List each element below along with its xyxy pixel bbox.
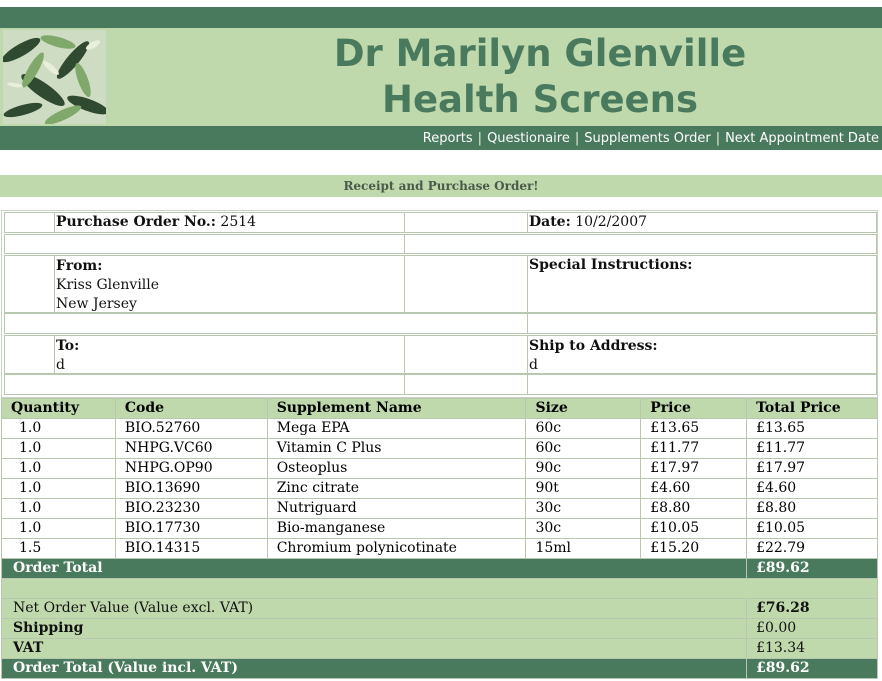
order-total-value: £89.62 — [747, 559, 878, 579]
code-cell: BIO.52760 — [115, 419, 267, 439]
top-bar — [0, 7, 882, 28]
code-cell: NHPG.OP90 — [115, 459, 267, 479]
table-row — [2, 519, 878, 539]
price-cell: £4.60 — [641, 479, 747, 499]
from-cell — [54, 255, 405, 313]
code-cell: BIO.17730 — [115, 519, 267, 539]
receipt-title: Receipt and Purchase Order! — [0, 175, 882, 197]
size-cell: 30c — [526, 519, 641, 539]
spacer-row — [527, 374, 877, 395]
quantity-cell: 1.0 — [2, 479, 116, 499]
supplement-name-cell: Nutriguard — [267, 499, 526, 519]
spacer-row — [2, 579, 878, 599]
quantity-cell: 1.0 — [2, 439, 116, 459]
size-cell: 60c — [526, 419, 641, 439]
order-total-label: Order Total — [2, 559, 747, 579]
site-title-line1: Dr Marilyn Glenville — [333, 32, 747, 75]
vat-value: £13.34 — [747, 639, 878, 659]
total-price-cell: £17.97 — [747, 459, 878, 479]
supplement-name-cell: Zinc citrate — [267, 479, 526, 499]
quantity-cell: 1.0 — [2, 519, 116, 539]
size-cell: 30c — [526, 499, 641, 519]
supplement-name-cell: Vitamin C Plus — [267, 439, 526, 459]
table-row — [2, 439, 878, 459]
total-price-cell: £13.65 — [747, 419, 878, 439]
spacer-row — [404, 234, 877, 254]
price-cell: £8.80 — [641, 499, 747, 519]
spacer-row — [404, 374, 528, 395]
empty-cell — [404, 255, 528, 313]
ship-to-cell — [527, 335, 877, 374]
from-location: New Jersey — [56, 296, 137, 312]
quantity-cell: 1.0 — [2, 459, 116, 479]
supplement-name-cell: Mega EPA — [267, 419, 526, 439]
net-value: £76.28 — [747, 599, 878, 619]
table-row — [2, 539, 878, 559]
net-value-label: Net Order Value (Value excl. VAT) — [2, 599, 747, 619]
price-cell: £15.20 — [641, 539, 747, 559]
price-cell: £13.65 — [641, 419, 747, 439]
grand-total-label: Order Total (Value incl. VAT) — [2, 659, 747, 679]
table-row — [2, 479, 878, 499]
code-cell: NHPG.VC60 — [115, 439, 267, 459]
po-label: Purchase Order No.: — [56, 214, 216, 230]
nav-link-questionaire[interactable]: Questionaire — [487, 131, 570, 146]
empty-cell — [404, 212, 528, 233]
spacer-row — [4, 374, 405, 395]
price-cell: £17.97 — [641, 459, 747, 479]
from-label: From: — [56, 258, 103, 274]
to-label: To: — [56, 338, 80, 354]
empty-cell — [4, 335, 55, 374]
table-row — [2, 499, 878, 519]
col-header-size: Size — [526, 399, 641, 419]
grand-total-row — [2, 659, 878, 679]
special-instructions-label: Special Instructions: — [529, 257, 693, 273]
vat-label: VAT — [2, 639, 747, 659]
vat-row — [2, 639, 878, 659]
order-items-table — [1, 398, 878, 679]
price-cell: £11.77 — [641, 439, 747, 459]
order-total-row — [2, 559, 878, 579]
empty-cell — [4, 255, 55, 313]
total-price-cell: £22.79 — [747, 539, 878, 559]
ship-to-value: d — [529, 357, 538, 373]
nav-separator: | — [715, 131, 721, 146]
spacer-row — [4, 234, 405, 254]
total-price-cell: £10.05 — [747, 519, 878, 539]
col-header-quantity: Quantity — [2, 399, 116, 419]
size-cell: 60c — [526, 439, 641, 459]
table-header-row — [2, 399, 878, 419]
ship-to-label: Ship to Address: — [529, 338, 658, 354]
shipping-row — [2, 619, 878, 639]
col-header-total-price: Total Price — [747, 399, 878, 419]
date-cell — [527, 212, 877, 233]
col-header-supplement-name: Supplement Name — [267, 399, 526, 419]
date-label: Date: — [529, 214, 571, 230]
code-cell: BIO.23230 — [115, 499, 267, 519]
date-value: 10/2/2007 — [575, 214, 648, 230]
supplement-name-cell: Chromium polynicotinate — [267, 539, 526, 559]
size-cell: 15ml — [526, 539, 641, 559]
header-banner — [0, 28, 882, 126]
shipping-value: £0.00 — [747, 619, 878, 639]
spacer-cell — [2, 579, 878, 599]
po-cell — [54, 212, 405, 233]
special-instructions-cell — [527, 255, 877, 313]
nav-link-reports[interactable]: Reports — [422, 131, 473, 146]
code-cell: BIO.13690 — [115, 479, 267, 499]
po-value: 2514 — [220, 214, 257, 230]
from-name: Kriss Glenville — [56, 277, 160, 293]
size-cell: 90c — [526, 459, 641, 479]
table-row — [2, 419, 878, 439]
price-cell: £10.05 — [641, 519, 747, 539]
quantity-cell: 1.5 — [2, 539, 116, 559]
nav-separator: | — [574, 131, 580, 146]
col-header-price: Price — [641, 399, 747, 419]
nav-link-supplements-order[interactable]: Supplements Order — [584, 131, 711, 146]
total-price-cell: £11.77 — [747, 439, 878, 459]
col-header-code: Code — [115, 399, 267, 419]
quantity-cell: 1.0 — [2, 419, 116, 439]
nav-bar — [0, 126, 882, 150]
supplement-name-cell: Bio-manganese — [267, 519, 526, 539]
logo-image — [3, 30, 106, 124]
code-cell: BIO.14315 — [115, 539, 267, 559]
net-value-row — [2, 599, 878, 619]
grand-total-value: £89.62 — [747, 659, 878, 679]
spacer-row — [527, 313, 877, 334]
to-value: d — [56, 357, 65, 373]
empty-cell — [4, 212, 55, 233]
quantity-cell: 1.0 — [2, 499, 116, 519]
table-row — [2, 459, 878, 479]
site-title-line2: Health Screens — [382, 78, 698, 121]
spacer-row — [4, 313, 528, 334]
total-price-cell: £8.80 — [747, 499, 878, 519]
empty-cell — [404, 335, 528, 374]
total-price-cell: £4.60 — [747, 479, 878, 499]
size-cell: 90t — [526, 479, 641, 499]
nav-separator: | — [477, 131, 483, 146]
to-cell — [54, 335, 405, 374]
nav-link-next-appointment[interactable]: Next Appointment Date — [725, 131, 879, 146]
shipping-label: Shipping — [2, 619, 747, 639]
supplement-name-cell: Osteoplus — [267, 459, 526, 479]
